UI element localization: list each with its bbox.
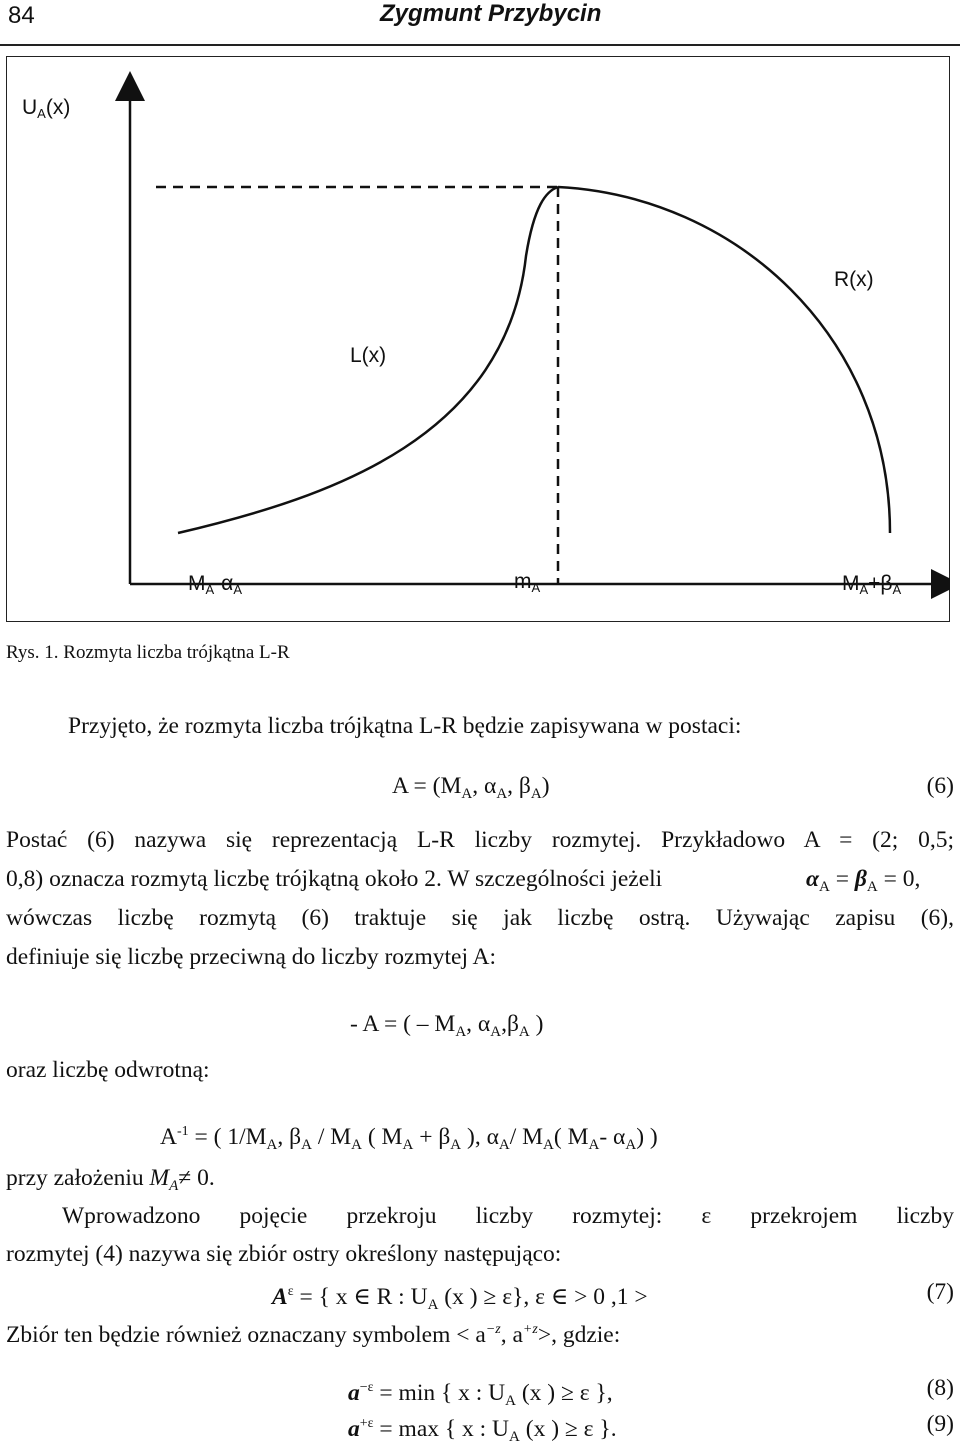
assumption-line: przy założeniu $M_A\ne 0$.	[6, 1165, 215, 1194]
membership-function-plot	[6, 56, 950, 622]
equation-7: $A^\varepsilon$ = { x ∈ R : $U_A$ (x ) ≥ ε}, ε ∈ > 0 ,1 >	[272, 1284, 648, 1313]
x-label-peak: $m_A$	[514, 570, 541, 595]
running-header-author: Zygmunt Przybycin	[380, 0, 602, 27]
paragraph-cut-line-1: Wprowadzono pojęcie przekroju liczby rozmytej: ε przekrojem liczby	[62, 1203, 954, 1229]
paragraph-line-4: definiuje się liczbę przeciwną do liczby rozmytej A:	[6, 944, 497, 970]
left-curve-label: L(x)	[350, 344, 387, 367]
paragraph-intro: Przyjęto, że rozmyta liczba trójkątna L-R będzie zapisywana w postaci:	[68, 713, 742, 739]
paragraph-line-3: wówczas liczbę rozmytą (6) traktuje się jak liczbę ostrą. Używając zapisu (6),	[6, 905, 954, 931]
equation-8-number: (8)	[926, 1375, 954, 1401]
inverse-formula: $A^{-1}$ = ( $1/M_A$, $\beta_A / M_A$ ( $M_A + \beta_A$ ), $\alpha_A/$ $M_A$( $M_A-$ $\alpha_A$) )	[160, 1124, 658, 1153]
page-number: 84	[8, 2, 35, 29]
paragraph-symbol-line: Zbiór ten będzie również oznaczany symbolem < $a^{-z}$, $a^{+z}>$, gdzie:	[6, 1322, 621, 1348]
equation-8: $a^{-\varepsilon} = \min$ { x : $U_A$ (x ) ≥ ε },	[348, 1380, 613, 1409]
x-label-right-endpoint: $M_A+\beta_A$	[842, 572, 902, 597]
header-rule	[0, 44, 960, 46]
paragraph-line-1: Postać (6) nazywa się reprezentacją L-R liczby rozmytej. Przykładowo A = (2; 0,5;	[6, 827, 954, 853]
equation-6: $A = (M_A$, $\alpha_A$, $\beta_A$)	[392, 773, 550, 802]
right-branch-curve	[558, 187, 890, 533]
figure-caption: Rys. 1. Rozmyta liczba trójkątna L-R	[6, 642, 290, 663]
equation-6-number: (6)	[926, 773, 954, 799]
y-axis-label: $U_A(x)$	[22, 96, 71, 121]
right-curve-label: R(x)	[834, 268, 874, 291]
x-label-left-endpoint: $M_A-\alpha_A$	[188, 572, 242, 597]
equation-7-number: (7)	[926, 1279, 954, 1305]
equation-9: $a^{+\varepsilon} = \max$ { x : $U_A$ (x ) ≥ ε }.	[348, 1416, 617, 1445]
alpha-equals-beta-inline: $\alpha_A = \beta_A = 0$,	[806, 866, 921, 895]
equation-9-number: (9)	[926, 1411, 954, 1437]
negation-formula: - A = ( – $M_A$, $\alpha_A,\beta_A$ )	[350, 1011, 544, 1040]
paragraph-cut-line-2: rozmytej (4) nazywa się zbiór ostry określony następująco:	[6, 1241, 562, 1267]
reciprocal-label: oraz liczbę odwrotną:	[6, 1057, 210, 1083]
paragraph-line-2: 0,8) oznacza rozmytą liczbę trójkątną około 2. W szczególności jeżeli	[6, 866, 663, 892]
